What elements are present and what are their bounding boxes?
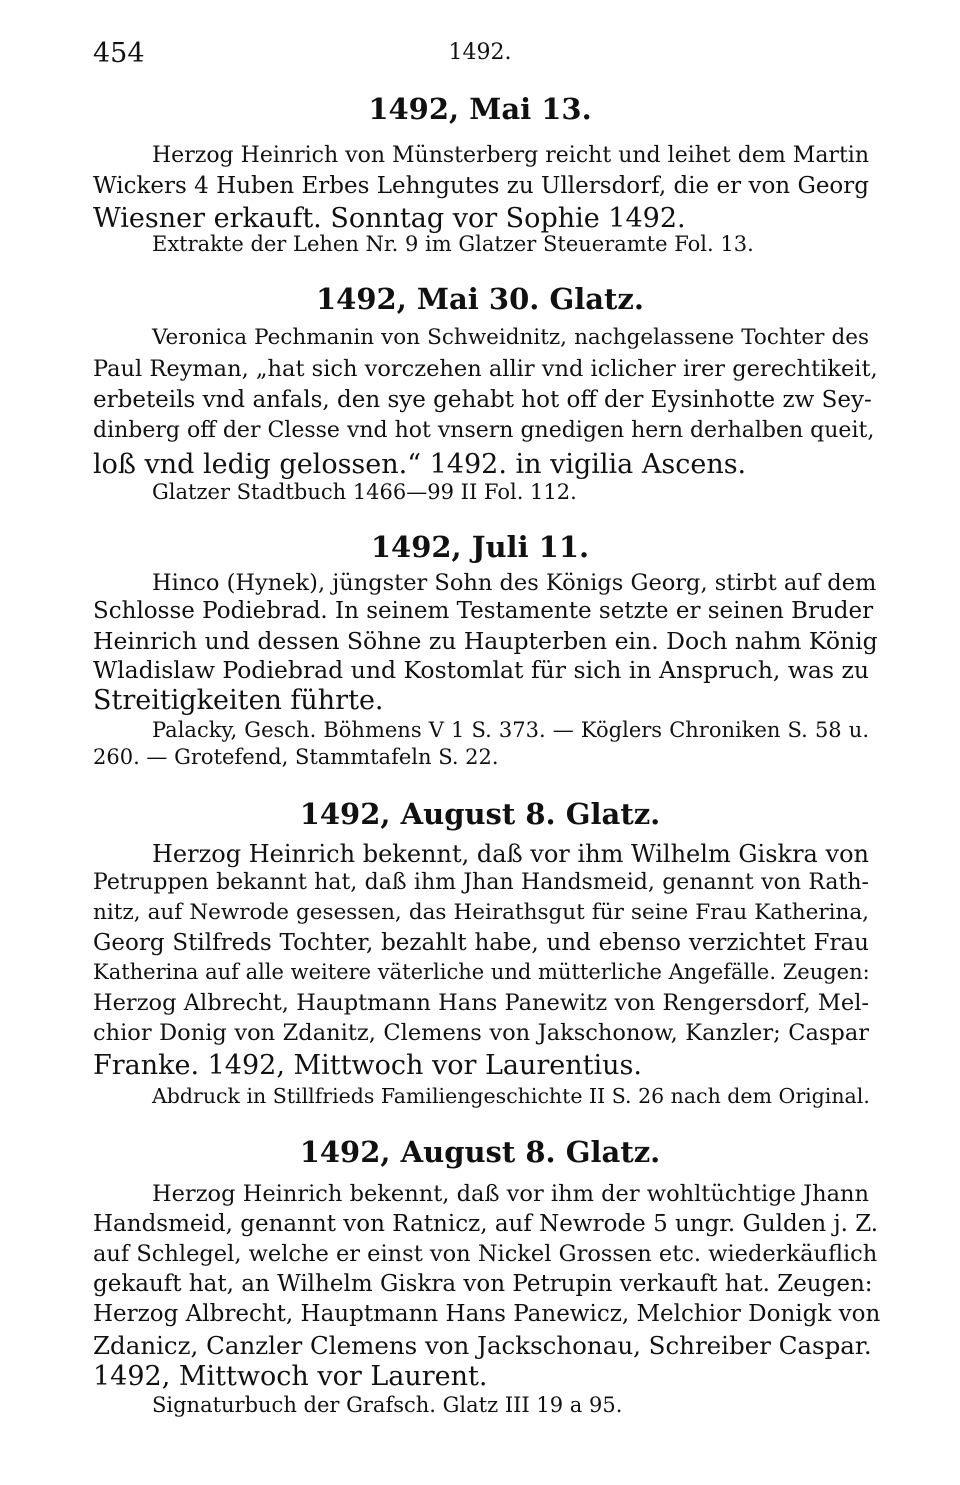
entry-text-line: Herzog Heinrich bekennt, daß vor ihm der wohltüchtige Jhann <box>152 1181 869 1207</box>
entry-text-line: Herzog Albrecht, Hauptmann Hans Panewicz, Melchior Donigk von <box>93 1301 881 1327</box>
entry-heading: 1492, August 8. Glatz. <box>299 797 661 831</box>
entry-text-line: Wladislaw Podiebrad und Kostomlat für sich in Anspruch, was zu <box>93 656 869 684</box>
entry-text-line: auf Schlegel, welche er einst von Nickel Grossen etc. wiederkäuflich <box>93 1241 878 1267</box>
source-reference: Abdruck in Stillfrieds Familiengeschichte II S. 26 nach dem Original. <box>152 1084 870 1108</box>
entry-text-line: dinberg off der Clesse vnd hot vnsern gnedigen hern derhalben queit, <box>93 418 875 443</box>
entry-text-line: Heinrich und dessen Söhne zu Haupterben ein. Doch nahm König <box>93 627 878 655</box>
entry-text-line: Katherina auf alle weitere väterliche und mütterliche Angefälle. Zeugen: <box>93 960 870 984</box>
entry-text-line: Herzog Heinrich bekennt, daß vor ihm Wilhelm Giskra von <box>152 840 869 868</box>
entry-heading: 1492, Mai 13. <box>368 92 592 126</box>
entry-text-line: Wiesner erkauft. Sonntag vor Sophie 1492. <box>93 203 686 234</box>
entry-text-line: chior Donig von Zdanitz, Clemens von Jakschonow, Kanzler; Caspar <box>93 1020 869 1046</box>
entry-text-line: Paul Reyman, „hat sich vorczehen allir vnd iclicher irer gerechtikeit, <box>93 356 878 382</box>
entry-text-line: Herzog Albrecht, Hauptmann Hans Panewitz von Rengersdorf, Mel- <box>93 990 869 1016</box>
source-reference: Palacky, Gesch. Böhmens V 1 S. 373. — Köglers Chroniken S. 58 u. <box>152 718 869 742</box>
entry-text-line: loß vnd ledig gelossen.“ 1492. in vigilia Ascens. <box>93 449 747 480</box>
entry-text-line: gekauft hat, an Wilhelm Giskra von Petrupin verkauft hat. Zeugen: <box>93 1271 873 1297</box>
entry-text-line: nitz, auf Newrode gesessen, das Heirathsgut für seine Frau Katherina, <box>93 900 869 925</box>
source-reference: Signaturbuch der Grafsch. Glatz III 19 a 95. <box>152 1393 623 1417</box>
entry-heading: 1492, August 8. Glatz. <box>299 1135 661 1169</box>
entry-text-line: Petruppen bekannt hat, daß ihm Jhan Handsmeid, genannt von Rath- <box>93 870 869 895</box>
entry-heading: 1492, Mai 30. Glatz. <box>316 282 644 316</box>
entry-text-line: Franke. 1492, Mittwoch vor Laurentius. <box>93 1050 642 1081</box>
entry-text-line: erbeteils vnd anfals, den sye gehabt hot off der Eysinhotte zw Sey- <box>93 387 872 413</box>
entry-text-line: 1492, Mittwoch vor Laurent. <box>93 1361 488 1392</box>
source-reference: Glatzer Stadtbuch 1466—99 II Fol. 112. <box>152 480 577 504</box>
running-title: 1492. <box>448 40 512 65</box>
entry-heading: 1492, Juli 11. <box>370 530 590 564</box>
source-reference: Extrakte der Lehen Nr. 9 im Glatzer Steueramte Fol. 13. <box>152 232 754 256</box>
page-number: 454 <box>93 38 145 69</box>
entry-text-line: Georg Stilfreds Tochter, bezahlt habe, und ebenso verzichtet Frau <box>93 930 869 956</box>
entry-text-line: Hinco (Hynek), jüngster Sohn des Königs Georg, stirbt auf dem <box>152 570 877 596</box>
entry-text-line: Herzog Heinrich von Münsterberg reicht und leihet dem Martin <box>152 143 869 168</box>
entry-text-line: Streitigkeiten führte. <box>93 685 384 716</box>
entry-text-line: Zdanicz, Canzler Clemens von Jackschonau, Schreiber Caspar. <box>93 1331 872 1360</box>
source-reference: 260. — Grotefend, Stammtafeln S. 22. <box>93 745 499 769</box>
entry-text-line: Schlosse Podiebrad. In seinem Testamente setzte er seinen Bruder <box>93 598 874 624</box>
entry-text-line: Handsmeid, genannt von Ratnicz, auf Newrode 5 ungr. Gulden j. Z. <box>93 1211 879 1237</box>
entry-text-line: Veronica Pechmanin von Schweidnitz, nachgelassene Tochter des <box>152 325 869 350</box>
entry-text-line: Wickers 4 Huben Erbes Lehngutes zu Ullersdorf, die er von Georg <box>93 173 869 199</box>
